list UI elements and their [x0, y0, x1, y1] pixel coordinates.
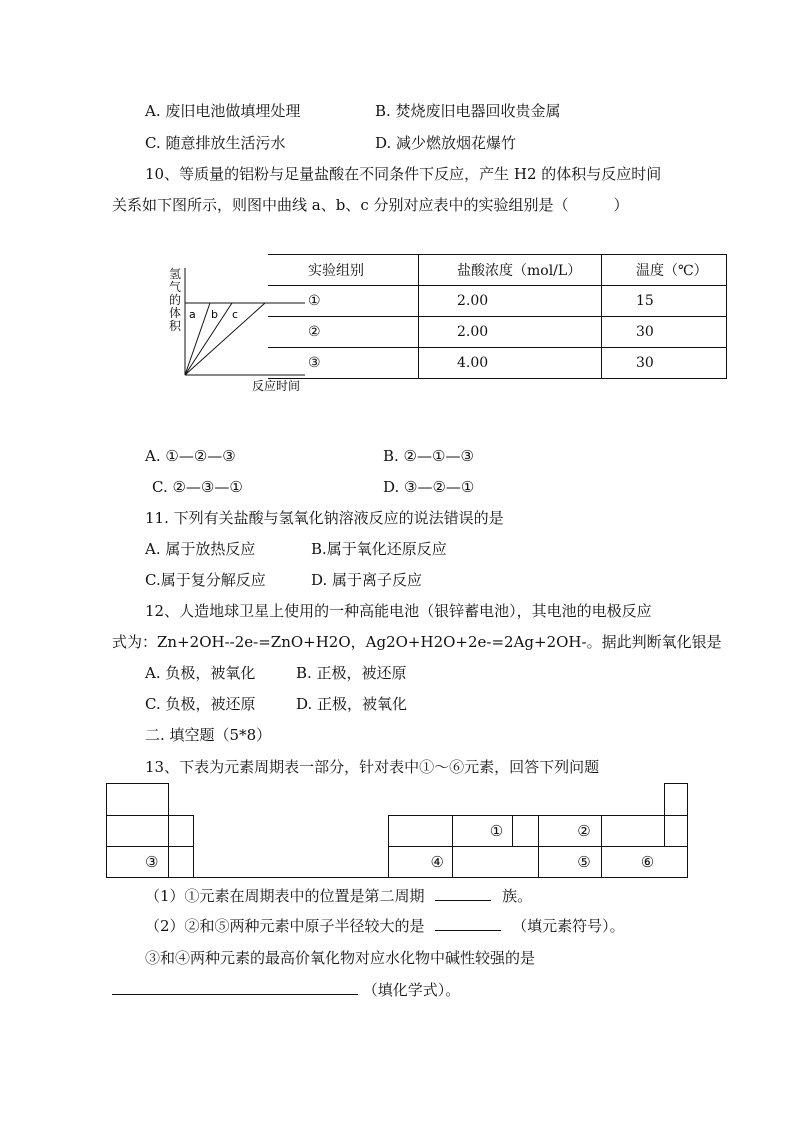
- pt-cell: [601, 815, 665, 847]
- answer-blank-3[interactable]: [112, 980, 358, 995]
- table-cell: 4.00: [419, 348, 602, 379]
- table-cell: 2.00: [419, 317, 602, 348]
- table-row: [268, 286, 727, 317]
- element-mark-5: ⑤: [577, 853, 591, 871]
- pt-cell: [664, 783, 688, 816]
- table-header-temperature: 温度（℃）: [602, 255, 727, 286]
- q12-stem-line1: 12、人造地球卫星上使用的一种高能电池（银锌蓄电池），其电池的电极反应: [145, 602, 652, 620]
- q10-stem-line1: 10、等质量的铝粉与足量盐酸在不同条件下反应，产生 H2 的体积与反应时间: [145, 165, 662, 183]
- pt-cell: [512, 815, 539, 847]
- q9-option-c: C. 随意排放生活污水: [145, 134, 286, 152]
- element-mark-4: ④: [430, 853, 444, 871]
- pt-cell: [106, 815, 169, 847]
- element-mark-2: ②: [577, 822, 591, 840]
- answer-blank-1[interactable]: [435, 886, 491, 901]
- pt-cell-2: [538, 815, 602, 847]
- curve-label-a: a: [189, 308, 196, 321]
- q13-sub3-answer-line: [112, 980, 460, 1000]
- pt-cell: [452, 846, 539, 878]
- q12-option-a: A. 负极，被氧化: [145, 664, 256, 682]
- table-cell: ③: [268, 348, 419, 379]
- pt-cell-3: [106, 846, 169, 878]
- q13-sub2: [145, 916, 625, 936]
- element-mark-1: ①: [489, 822, 504, 840]
- q13-sub2-tail: （填元素符号）。: [512, 917, 625, 935]
- section-heading: 二. 填空题（5*8）: [145, 726, 272, 744]
- table-cell: 30: [602, 348, 727, 379]
- element-mark-6: ⑥: [640, 853, 655, 871]
- q13-sub2-text: （2）②和⑤两种元素中原子半径较大的是: [145, 917, 425, 935]
- q11-option-c: C.属于复分解反应: [145, 571, 266, 589]
- q10-option-a: A. ①—②—③: [145, 447, 236, 465]
- pt-cell: [388, 815, 453, 847]
- q13-sub3-tail: （填化学式）。: [362, 981, 461, 999]
- table-row: [268, 348, 727, 379]
- q9-option-d: D. 减少燃放烟花爆竹: [375, 134, 517, 152]
- q10-stem-line2: 关系如下图所示，则图中曲线 a、b、c 分别对应表中的实验组别是（ ）: [112, 196, 629, 214]
- table-cell: 30: [602, 317, 727, 348]
- pt-cell-4: [388, 846, 453, 878]
- q12-option-d: D. 正极，被氧化: [296, 695, 408, 713]
- table-header-group: 实验组别: [268, 255, 419, 286]
- curve-label-b: b: [211, 308, 218, 321]
- q13-sub1-text: （1）①元素在周期表中的位置是第二周期: [145, 887, 425, 905]
- q9-option-a: A. 废旧电池做填埋处理: [145, 102, 301, 120]
- pt-cell: [664, 815, 688, 847]
- curve-label-c: c: [232, 308, 239, 321]
- q11-stem: 11. 下列有关盐酸与氢氧化钠溶液反应的说法错误的是: [145, 509, 504, 527]
- q12-option-c: C. 负极，被还原: [145, 695, 256, 713]
- table-header-concentration: 盐酸浓度（mol/L）: [419, 255, 602, 286]
- pt-cell: [168, 815, 194, 847]
- pt-cell: [168, 846, 194, 878]
- answer-blank-2[interactable]: [435, 916, 501, 931]
- q11-option-b: B.属于氧化还原反应: [311, 540, 447, 558]
- table-cell: 15: [602, 286, 727, 317]
- q10-option-d: D. ③—②—①: [383, 478, 475, 496]
- q13-sub1-tail: 族。: [502, 887, 533, 905]
- pt-cell: [106, 783, 169, 816]
- q13-sub1: [145, 886, 532, 906]
- table-cell: ②: [268, 317, 419, 348]
- q13-stem: 13、下表为元素周期表一部分，针对表中①～⑥元素，回答下列问题: [145, 758, 600, 776]
- q12-option-b: B. 正极，被还原: [296, 664, 407, 682]
- q11-option-d: D. 属于离子反应: [311, 571, 423, 589]
- pt-cell-1: [452, 815, 513, 847]
- table-cell: 2.00: [419, 286, 602, 317]
- element-mark-3: ③: [145, 853, 159, 871]
- pt-cell-6: [601, 846, 688, 878]
- graph-xlabel: 反应时间: [252, 379, 301, 393]
- table-row: [268, 317, 727, 348]
- experiment-table: [268, 254, 727, 379]
- pt-cell-5: [538, 846, 602, 878]
- q9-option-b: B. 焚烧废旧电器回收贵金属: [375, 102, 561, 120]
- graph-ylabel: 氢气的体积: [169, 267, 182, 333]
- q12-stem-line2: 式为：Zn+2OH--2e-=ZnO+H2O，Ag2O+H2O+2e-=2Ag+2OH-。据此判断氧化银是: [112, 633, 722, 651]
- q10-option-b: B. ②—①—③: [383, 447, 474, 465]
- table-cell: ①: [268, 286, 419, 317]
- q11-option-a: A. 属于放热反应: [145, 540, 256, 558]
- q13-sub3: ③和④两种元素的最高价氧化物对应水化物中碱性较强的是: [145, 949, 536, 967]
- q10-option-c: C. ②—③—①: [152, 478, 243, 496]
